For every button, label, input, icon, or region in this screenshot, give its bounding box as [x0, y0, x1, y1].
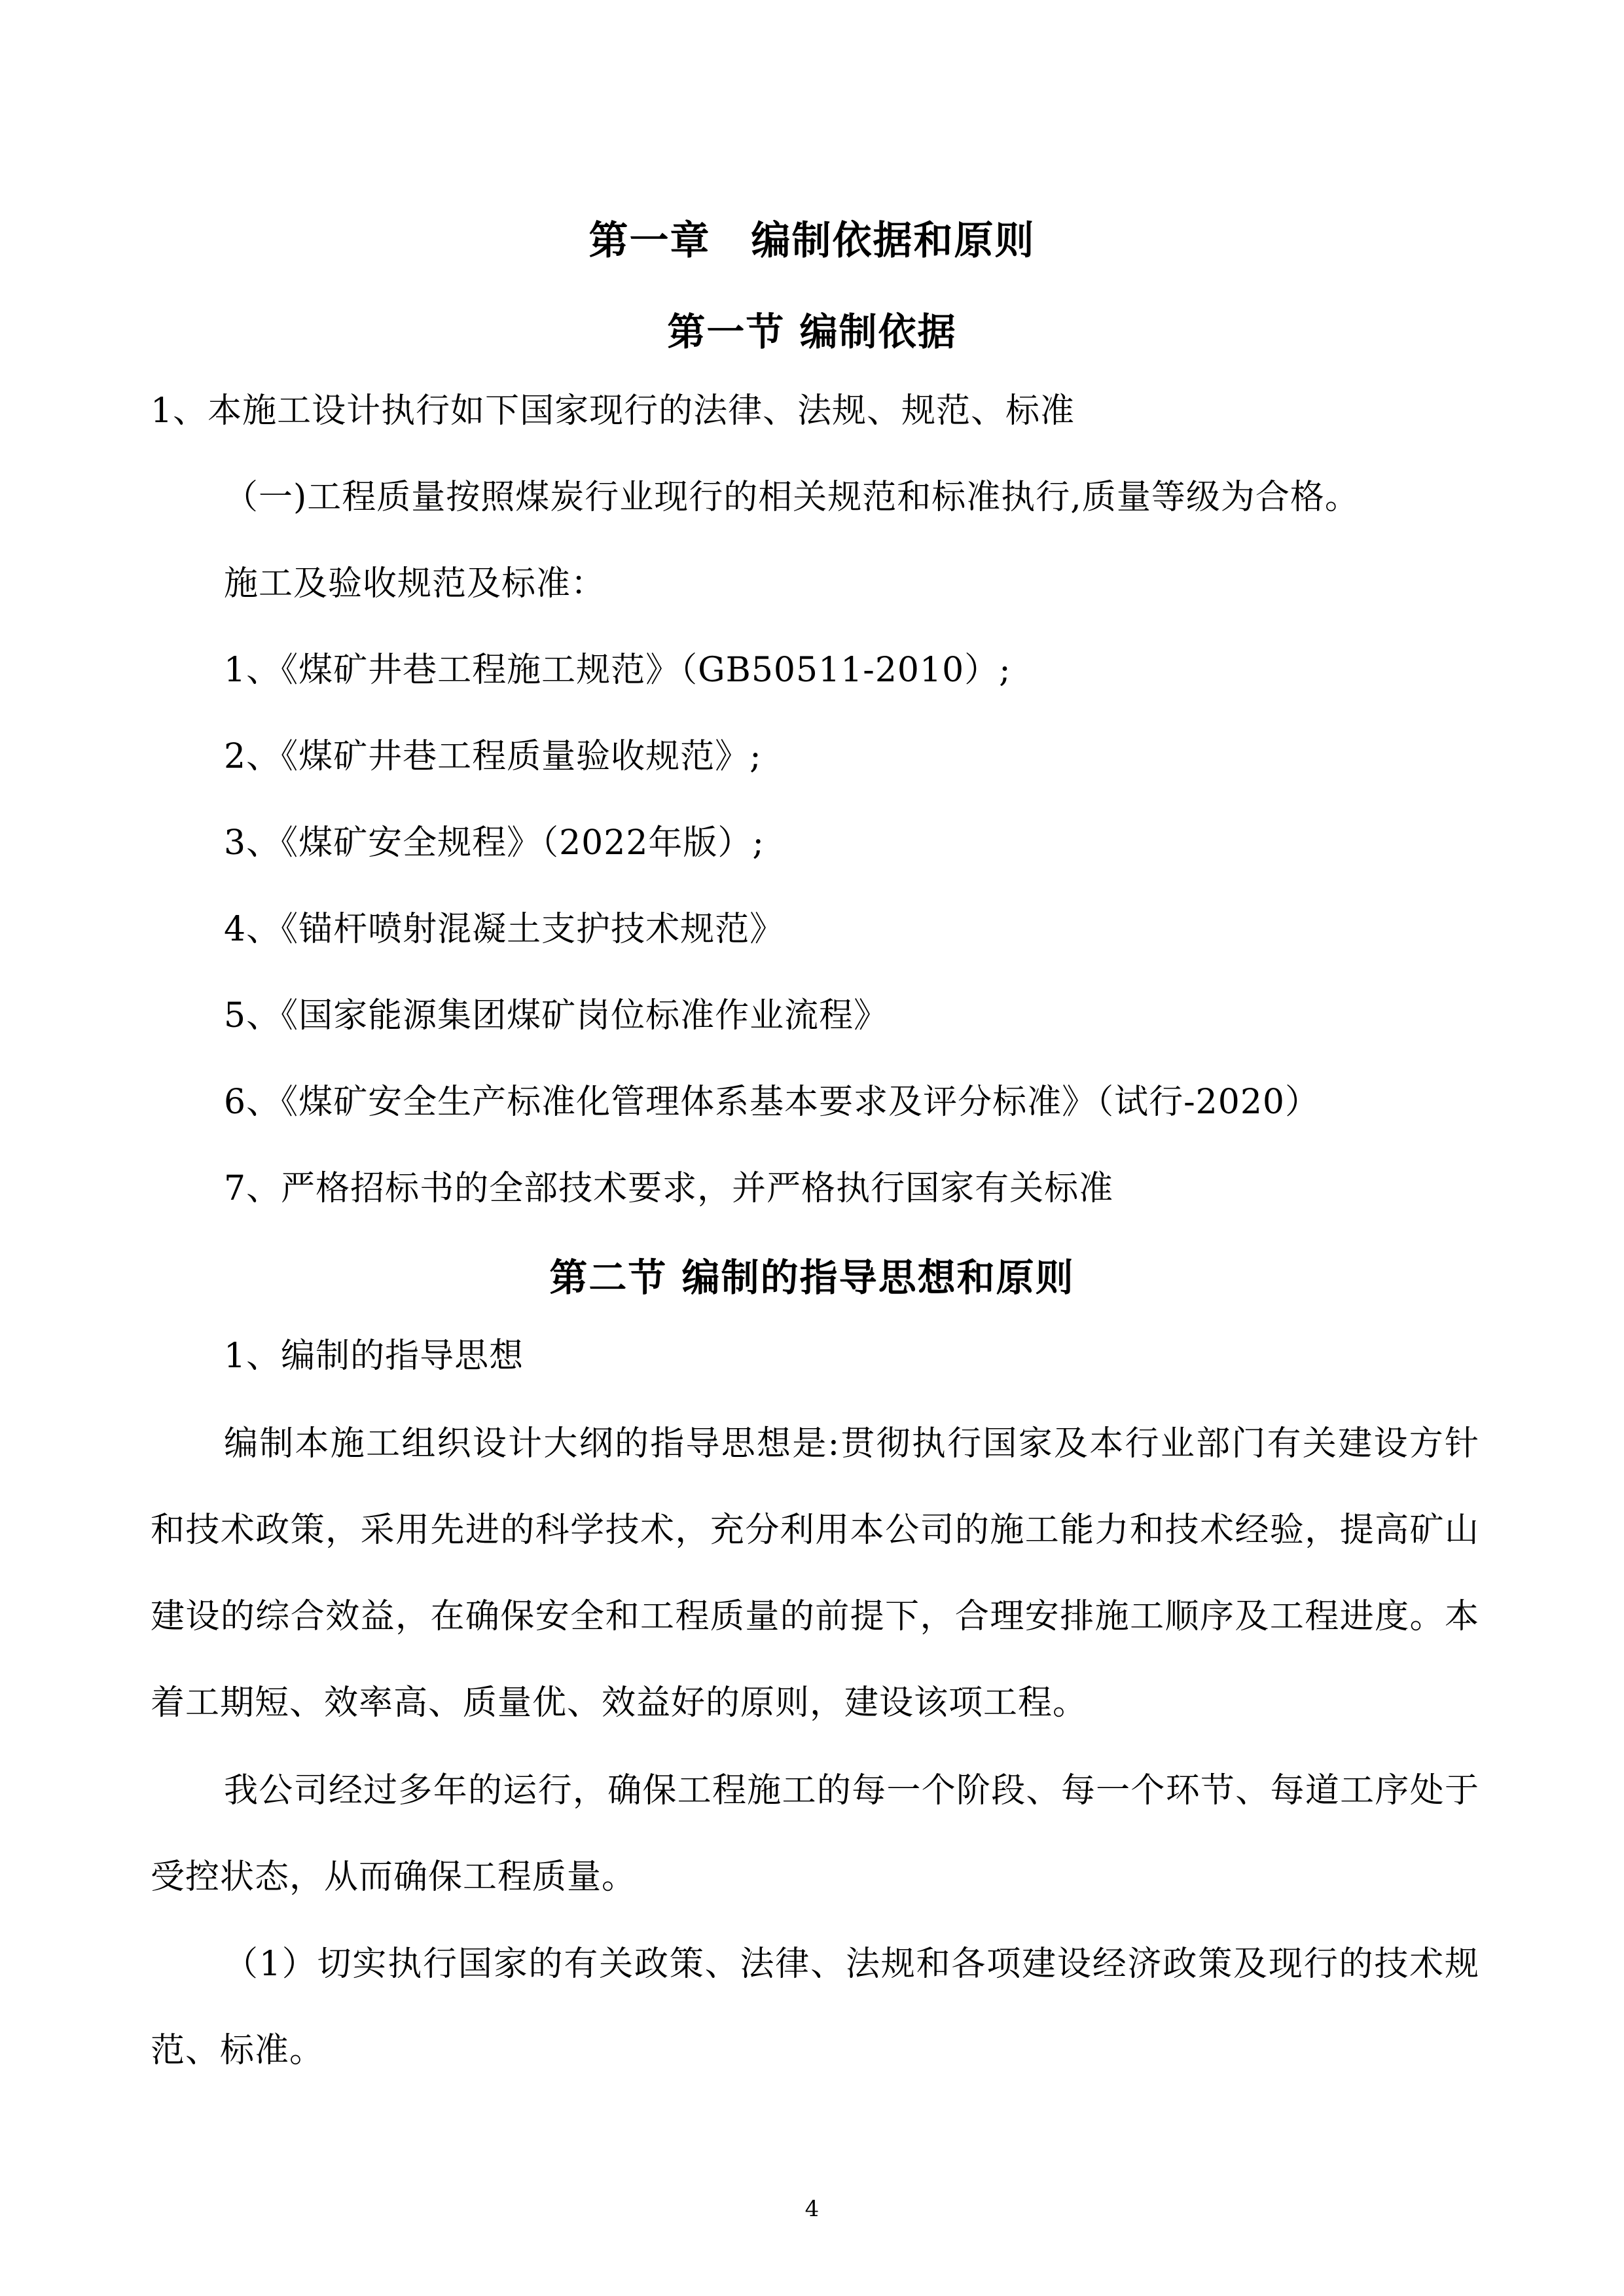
standard-item: 5、《国家能源集团煤矿岗位标准作业流程》: [224, 996, 889, 1035]
guiding-ideology-paragraph: 编制本施工组织设计大纲的指导思想是:贯彻执行国家及本行业部门有关建设方针和技术政策，采用先进的科学技术，充分利用本公司的施工能力和技术经验，提高矿山建设的综合效益，在确保安全和工程质量的前提下，合理安排施工顺序及工程进度。本着工期短、效率高、质量优、效益好的原则，建设该项工程。: [151, 1424, 1479, 1723]
standard-item: 3、《煤矿安全规程》（2022年版）;: [224, 823, 765, 863]
standard-item: 2、《煤矿井巷工程质量验收规范》;: [224, 737, 762, 776]
standards-heading: 施工及验收规范及标准：: [224, 564, 606, 603]
guiding-ideology-heading: 1、编制的指导思想: [224, 1336, 524, 1376]
standard-item: 6、《煤矿安全生产标准化管理体系基本要求及评分标准》（试行-2020）: [224, 1083, 1320, 1122]
standard-item: 1、《煤矿井巷工程施工规范》（GB50511-2010）;: [224, 651, 1011, 690]
quality-control-paragraph: 我公司经过多年的运行，确保工程施工的每一个阶段、每一个环节、每道工序处于受控状态，从而确保工程质量。: [151, 1771, 1479, 1897]
section-title-2: 第二节 编制的指导思想和原则: [549, 1255, 1075, 1300]
chapter-title: 第一章 编制依据和原则: [588, 218, 1036, 264]
standard-item: 7、严格招标书的全部技术要求，并严格执行国家有关标准: [224, 1169, 1114, 1208]
page-number: 4: [804, 2196, 820, 2222]
section-title-1: 第一节 编制依据: [667, 310, 957, 354]
standard-item: 4、《锚杆喷射混凝土支护技术规范》: [224, 910, 785, 949]
section1-intro: 1、本施工设计执行如下国家现行的法律、法规、规范、标准: [151, 391, 1075, 431]
principle-item-1: （1）切实执行国家的有关政策、法律、法规和各项建设经济政策及现行的技术规范、标准。: [151, 1945, 1479, 2070]
quality-statement: （一)工程质量按照煤炭行业现行的相关规范和标准执行,质量等级为合格。: [224, 478, 1360, 517]
